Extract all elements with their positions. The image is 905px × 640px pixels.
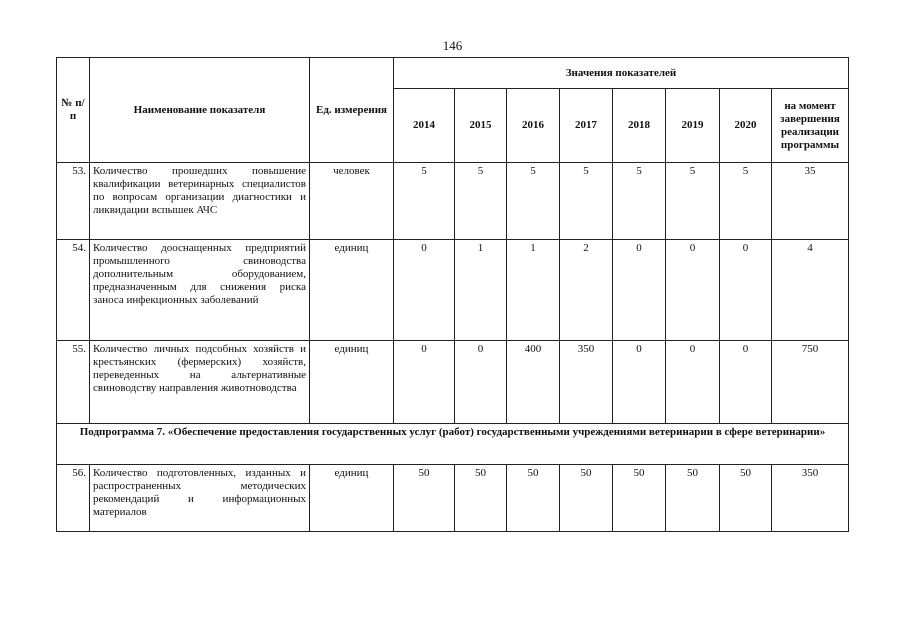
value-cell: 0: [394, 341, 455, 424]
row-number: 53.: [57, 163, 90, 240]
value-cell: 2: [560, 240, 613, 341]
value-cell: 1: [455, 240, 507, 341]
unit-cell: единиц: [310, 465, 394, 532]
indicator-name: Количество дооснащенных предприятий промышленного свиноводства дополнительным оборудованием, предназначенным для снижения риска заноса инфекционных заболеваний: [90, 240, 310, 341]
header-values-group: Значения показателей: [394, 58, 849, 89]
header-year: 2015: [455, 89, 507, 163]
header-row-1: [57, 58, 849, 89]
value-cell: 50: [394, 465, 455, 532]
final-value-cell: 350: [772, 465, 849, 532]
unit-cell: единиц: [310, 240, 394, 341]
final-value-cell: 750: [772, 341, 849, 424]
final-value-cell: 4: [772, 240, 849, 341]
value-cell: 5: [720, 163, 772, 240]
value-cell: 5: [455, 163, 507, 240]
unit-cell: единиц: [310, 341, 394, 424]
value-cell: 400: [507, 341, 560, 424]
value-cell: 5: [507, 163, 560, 240]
header-year: 2018: [613, 89, 666, 163]
table-row: [57, 465, 849, 532]
value-cell: 0: [666, 240, 720, 341]
subprogram-row: [57, 424, 849, 465]
value-cell: 0: [394, 240, 455, 341]
header-unit: Ед. измерения: [310, 58, 394, 163]
value-cell: 50: [560, 465, 613, 532]
value-cell: 350: [560, 341, 613, 424]
indicator-name: Количество личных подсобных хозяйств и крестьянских (фермерских) хозяйств, переведенных на альтернативные свиноводству направления животноводства: [90, 341, 310, 424]
header-number: № п/п: [57, 58, 90, 163]
header-year: 2014: [394, 89, 455, 163]
header-year: 2017: [560, 89, 613, 163]
value-cell: 1: [507, 240, 560, 341]
header-name: Наименование показателя: [90, 58, 310, 163]
value-cell: 0: [720, 240, 772, 341]
value-cell: 50: [720, 465, 772, 532]
value-cell: 50: [507, 465, 560, 532]
table-row: [57, 240, 849, 341]
value-cell: 5: [613, 163, 666, 240]
value-cell: 5: [666, 163, 720, 240]
subprogram-title: Подпрограмма 7. «Обеспечение предоставления государственных услуг (работ) государственными учреждениями ветеринарии в сфере ветеринарии»: [57, 424, 849, 465]
header-year: 2020: [720, 89, 772, 163]
table-row: [57, 341, 849, 424]
indicator-name: Количество прошедших повышение квалификации ветеринарных специалистов по вопросам организации диагностики и ликвидации вспышек АЧС: [90, 163, 310, 240]
value-cell: 50: [613, 465, 666, 532]
header-final: на момент завершения реализации программы: [772, 89, 849, 163]
value-cell: 0: [613, 240, 666, 341]
row-number: 54.: [57, 240, 90, 341]
table-row: [57, 163, 849, 240]
value-cell: 5: [560, 163, 613, 240]
final-value-cell: 35: [772, 163, 849, 240]
page-number: 146: [442, 38, 463, 53]
value-cell: 50: [455, 465, 507, 532]
row-number: 56.: [57, 465, 90, 532]
value-cell: 0: [720, 341, 772, 424]
value-cell: 50: [666, 465, 720, 532]
value-cell: 0: [613, 341, 666, 424]
header-year: 2019: [666, 89, 720, 163]
value-cell: 0: [455, 341, 507, 424]
header-year: 2016: [507, 89, 560, 163]
value-cell: 5: [394, 163, 455, 240]
indicators-table: [56, 57, 849, 532]
row-number: 55.: [57, 341, 90, 424]
unit-cell: человек: [310, 163, 394, 240]
value-cell: 0: [666, 341, 720, 424]
indicator-name: Количество подготовленных, изданных и распространенных методических рекомендаций и информационных материалов: [90, 465, 310, 532]
